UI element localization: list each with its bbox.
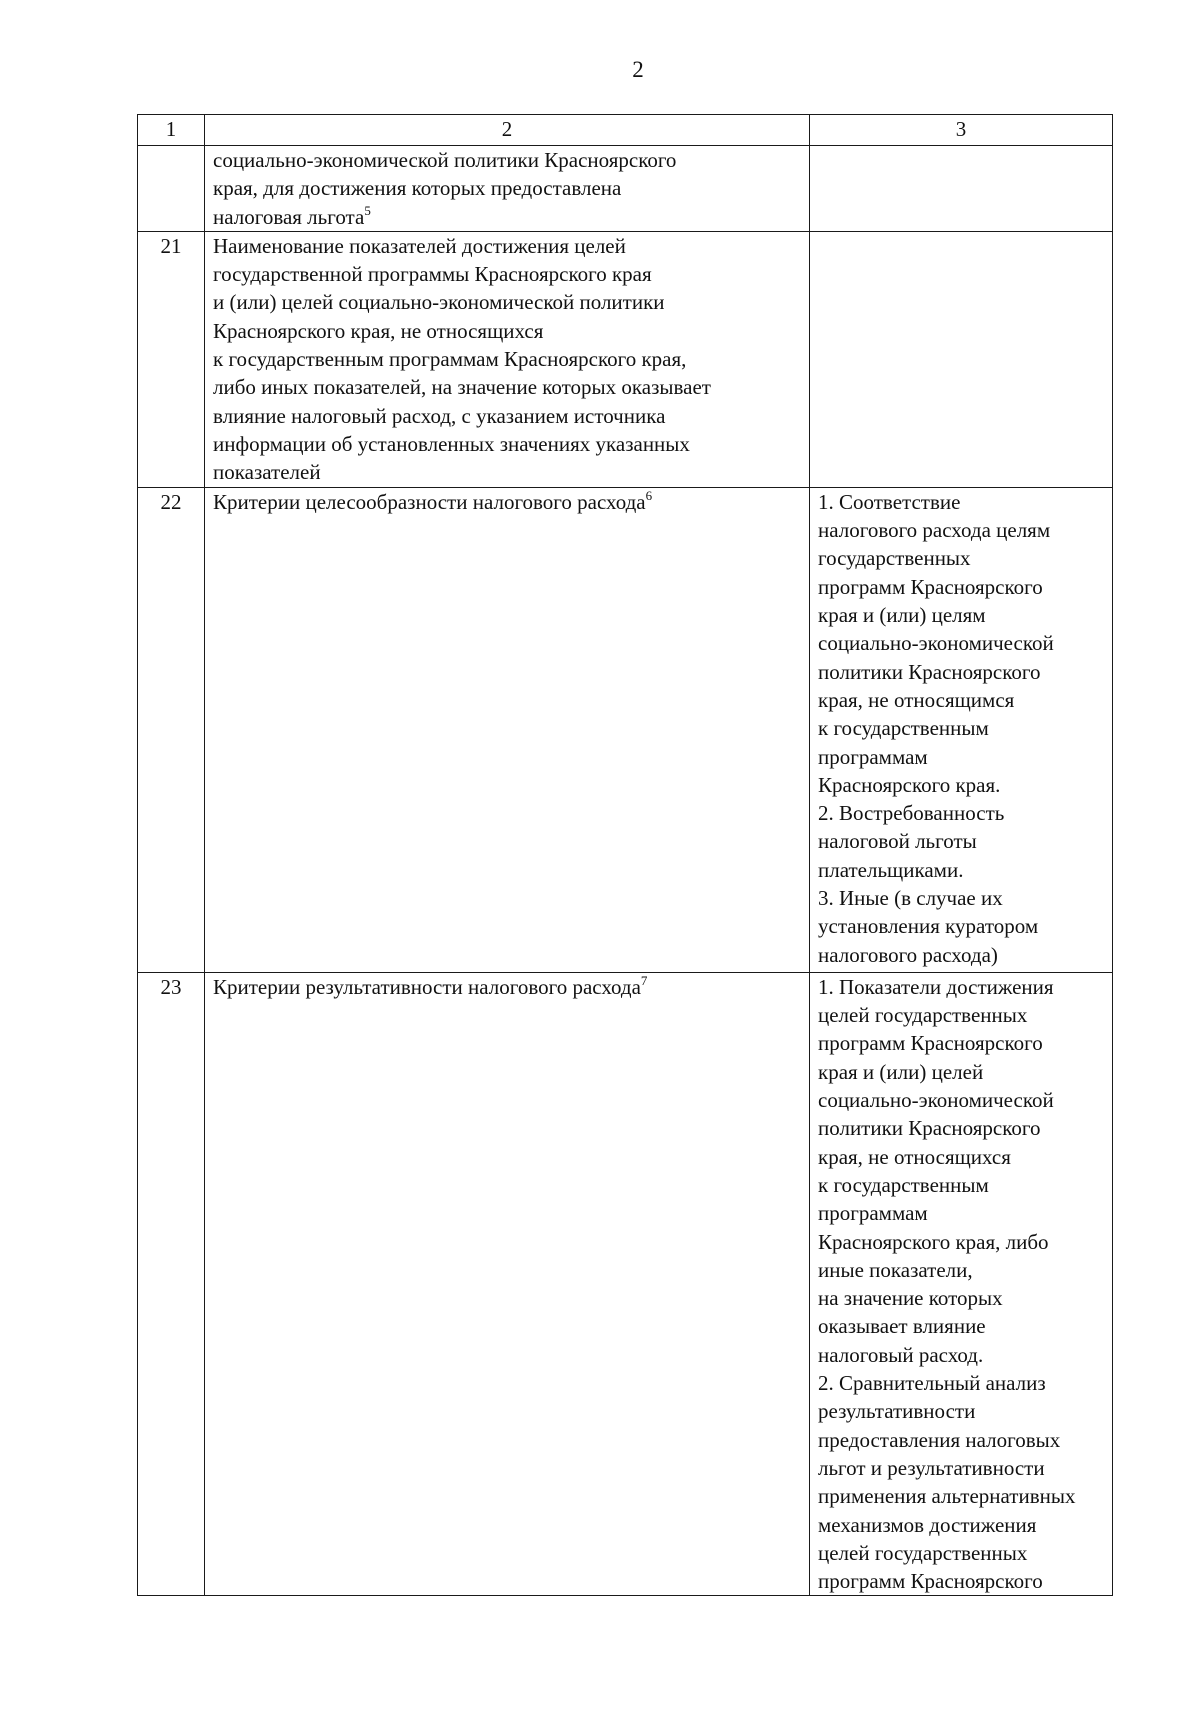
row-value <box>810 231 1113 487</box>
table-header-row <box>138 115 1113 146</box>
row-number: 21 <box>138 231 205 487</box>
table-row <box>138 972 1113 1596</box>
description-text: Критерии результативности налогового расхода <box>213 974 641 999</box>
footnote-marker: 5 <box>364 202 371 218</box>
description-text: социально-экономической политики Красноярского края, для достижения которых предоставлена налоговая льгота <box>213 148 677 229</box>
row-number: 23 <box>138 972 205 1596</box>
table-row <box>138 231 1113 487</box>
row-number <box>138 146 205 232</box>
row-description <box>205 487 810 972</box>
column-header-2: 2 <box>205 115 810 146</box>
footnote-marker: 6 <box>645 487 653 503</box>
column-header-1: 1 <box>138 115 205 146</box>
row-description <box>205 972 810 1596</box>
description-text: Критерии целесообразности налогового расхода <box>213 489 646 514</box>
value-text: 1. Соответствие налогового расхода целям государственных программ Красноярского края и (или) целям социально-экономической политики Красноярского края, не относящимся к государственным программам Красноярского края. 2. Востребованность налоговой льготы плательщиками. 3. Иные (в случае их установления куратором налогового расхода) <box>818 489 1054 967</box>
description-text: Наименование показателей достижения целей государственной программы Красноярского края и (или) целей социально-экономической политики Красноярского края, не относящихся к государственным программам Красноярского края, либо иных показателей, на значение которых оказывает влияние налоговый расход, с указанием источника информации об установленных значениях указанных показателей <box>213 233 711 485</box>
row-value <box>810 972 1113 1596</box>
row-value <box>810 487 1113 972</box>
row-value <box>810 146 1113 232</box>
page-number: 2 <box>632 57 644 82</box>
row-number: 22 <box>138 487 205 972</box>
footnote-marker: 7 <box>640 972 648 988</box>
criteria-table <box>137 114 1113 1596</box>
table-row <box>138 487 1113 972</box>
row-description <box>205 231 810 487</box>
value-text: 1. Показатели достижения целей государственных программ Красноярского края и (или) целей социально-экономической политики Красноярского края, не относящихся к государственным программам Красноярского края, либо иные показатели, на значение которых оказывает влияние налоговый расход. 2. Сравнительный анализ результативности предоставления налоговых льгот и результативности применения альтернативных механизмов достижения целей государственных программ Красноярского <box>818 974 1076 1594</box>
column-header-3: 3 <box>810 115 1113 146</box>
table-row <box>138 146 1113 232</box>
row-description <box>205 146 810 232</box>
